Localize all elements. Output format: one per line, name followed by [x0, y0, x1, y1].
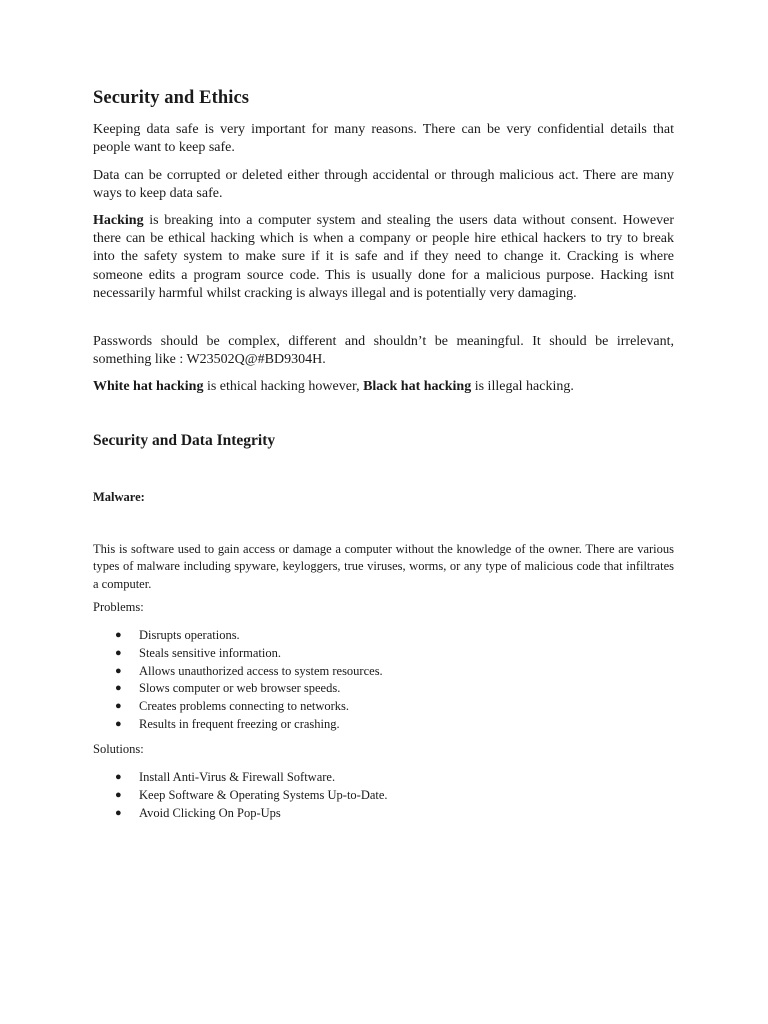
heading-malware: Malware:	[93, 490, 145, 504]
hacking-text: is breaking into a computer system and stealing the users data without consent. However there can be ethical hacking which is when a company or people hire ethical hackers to try to break into the safety system to make sure if it is safe and if they need to change it. Cracking is where someone edits a program source code. This is usually done for a malicious purpose. Hacking isnt necessarily harmful whilst cracking is always illegal and is potentially very damaging.	[93, 213, 674, 301]
term-white-hat: White hat hacking	[93, 379, 204, 394]
paragraph-data-corruption: Data can be corrupted or deleted either through accidental or through malicious act. There are many ways to keep data safe.	[93, 168, 674, 202]
list-item: ● Steals sensitive information.	[93, 645, 383, 663]
label-problems: Problems:	[93, 600, 144, 614]
paragraph-hacking	[93, 212, 674, 303]
bullet-icon: ●	[115, 771, 122, 783]
page-title: Security and Ethics	[93, 88, 250, 108]
bullet-icon: ●	[115, 700, 122, 713]
bullet-icon: ●	[115, 629, 122, 641]
bullet-icon: ●	[115, 717, 122, 730]
list-item: ● Slows computer or web browser speeds.	[93, 680, 383, 698]
bullet-icon: ●	[115, 664, 122, 677]
hat-hacking-mid: is ethical hacking however,	[203, 379, 364, 394]
bullet-icon: ●	[115, 788, 122, 801]
label-solutions: Solutions:	[93, 742, 144, 756]
section-title-data-integrity: Security and Data Integrity	[93, 432, 276, 449]
hat-hacking-end: is illegal hacking.	[471, 379, 574, 394]
paragraph-passwords: Passwords should be complex, different and shouldn’t be meaningful. It should be irrelevant, something like : W23502Q@#BD9304H.	[93, 334, 674, 368]
list-item: ● Allows unauthorized access to system resources.	[93, 663, 383, 681]
term-black-hat: Black hat hacking	[363, 379, 472, 394]
term-hacking: Hacking	[93, 213, 144, 228]
list-item: ● Keep Software & Operating Systems Up-to-Date.	[93, 787, 388, 805]
paragraph-keeping-data-safe: Keeping data safe is very important for many reasons. There can be very confidential details that people want to keep safe.	[93, 122, 674, 156]
list-solutions	[93, 769, 388, 822]
paragraph-hat-hacking	[93, 378, 674, 396]
bullet-icon: ●	[115, 682, 122, 695]
bullet-icon: ●	[115, 646, 122, 659]
list-item: ● Results in frequent freezing or crashing.	[93, 716, 383, 734]
list-problems	[93, 627, 383, 734]
list-item: ● Disrupts operations.	[93, 627, 383, 645]
list-item: ● Install Anti-Virus & Firewall Software.	[93, 769, 388, 787]
list-item: ● Avoid Clicking On Pop-Ups	[93, 805, 388, 823]
list-item: ● Creates problems connecting to networks.	[93, 698, 383, 716]
bullet-icon: ●	[115, 806, 122, 819]
paragraph-malware-description: This is software used to gain access or damage a computer without the knowledge of the owner. There are various types of malware including spyware, keyloggers, true viruses, worms, or any type of malicious code that infiltrates a computer.	[93, 542, 674, 591]
